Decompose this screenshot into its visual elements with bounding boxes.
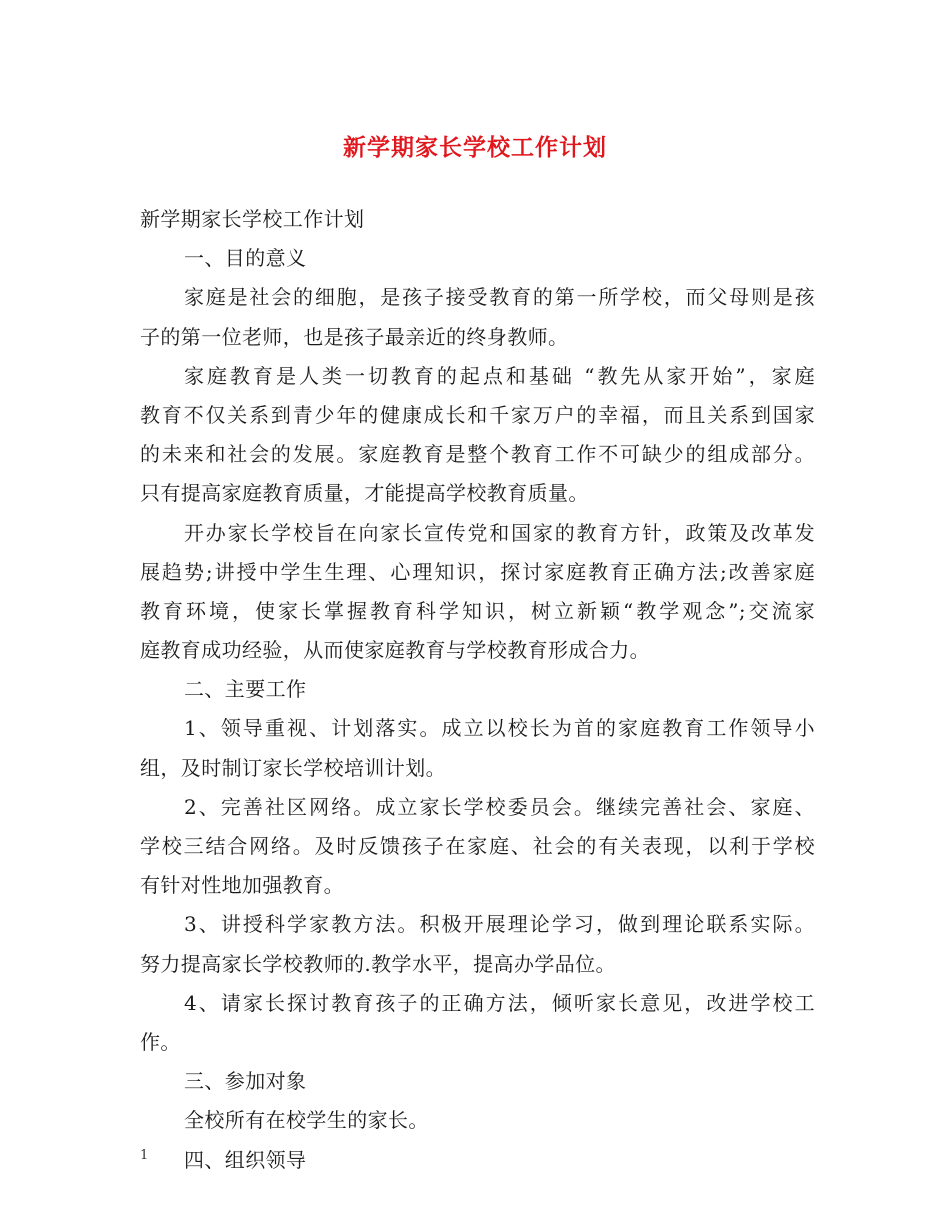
- text-line: 全校所有在校学生的家长。: [184, 1108, 429, 1133]
- document-body: [140, 200, 815, 1180]
- text-line: 子的第一位老师，也是孩子最亲近的终身教师。: [140, 324, 569, 349]
- section-heading: 三、参加对象: [184, 1069, 307, 1094]
- text-line: 有针对性地加强教育。: [140, 873, 344, 898]
- text-line: 教育环境，使家长掌握教育科学知识，树立新颖“教学观念”;交流家: [140, 598, 815, 623]
- page-number: 1: [140, 1148, 149, 1163]
- text-line: 庭教育成功经验，从而使家庭教育与学校教育形成合力。: [140, 638, 650, 663]
- document-title: 新学期家长学校工作计划: [343, 134, 607, 161]
- section-heading: 一、目的意义: [184, 246, 307, 271]
- text-line: 新学期家长学校工作计划: [140, 207, 365, 231]
- text-line: 展趋势;讲授中学生生理、心理知识，探讨家庭教育正确方法;改善家庭: [140, 559, 815, 584]
- text-line: 2、完善社区网络。成立家长学校委员会。继续完善社会、家庭、: [184, 794, 815, 819]
- text-line: 努力提高家长学校教师的.教学水平，提高办学品位。: [140, 951, 616, 976]
- text-line: 家庭是社会的细胞，是孩子接受教育的第一所学校，而父母则是孩: [184, 285, 815, 310]
- text-line: 1、领导重视、计划落实。成立以校长为首的家庭教育工作领导小: [184, 716, 815, 741]
- text-line: 3、讲授科学家教方法。积极开展理论学习，做到理论联系实际。: [184, 912, 815, 937]
- text-line: 4、请家长探讨教育孩子的正确方法，倾听家长意见，改进学校工: [184, 990, 815, 1015]
- section-heading: 四、组织领导: [184, 1147, 307, 1172]
- text-line: 的未来和社会的发展。家庭教育是整个教育工作不可缺少的组成部分。: [140, 442, 815, 467]
- text-line: 教育不仅关系到青少年的健康成长和千家万户的幸福，而且关系到国家: [140, 402, 815, 427]
- text-line: 家庭教育是人类一切教育的起点和基础 “教先从家开始”，家庭: [184, 363, 815, 388]
- text-line: 学校三结合网络。及时反馈孩子在家庭、社会的有关表现，以利于学校: [140, 834, 815, 858]
- text-line: 作。: [140, 1029, 181, 1054]
- text-line: 只有提高家庭教育质量，才能提高学校教育质量。: [140, 481, 589, 506]
- text-line: 开办家长学校旨在向家长宣传党和国家的教育方针，政策及改革发: [184, 520, 815, 545]
- text-line: 组，及时制订家长学校培训计划。: [140, 755, 446, 780]
- section-heading: 二、主要工作: [184, 677, 307, 702]
